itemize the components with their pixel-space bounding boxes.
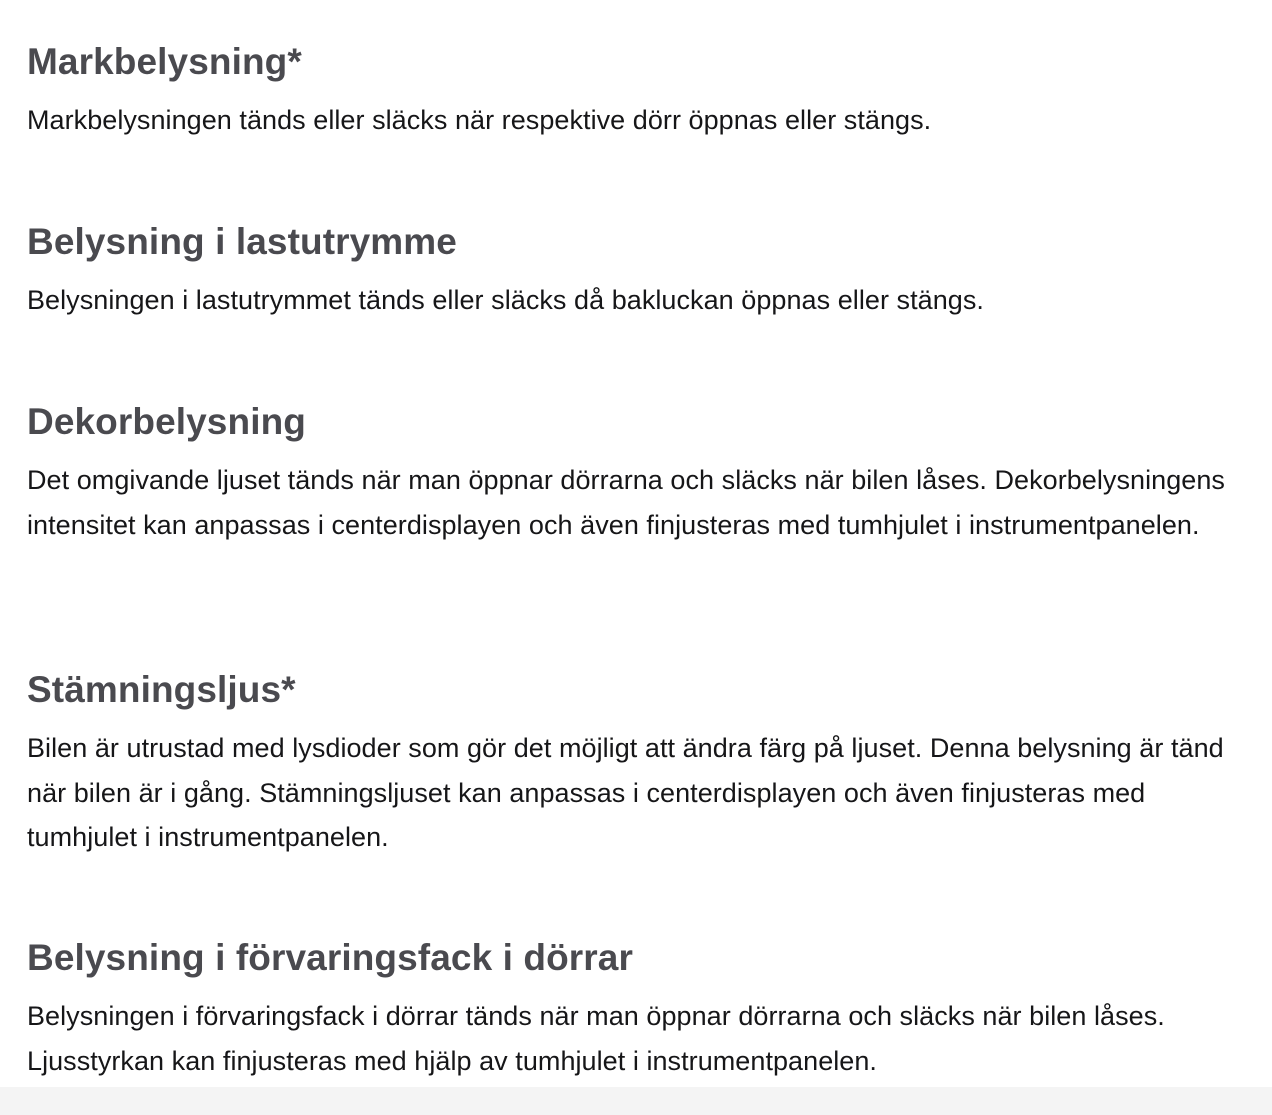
section-stamningsljus <box>27 668 1252 860</box>
section-heading: Markbelysning* <box>27 41 302 82</box>
section-body: Det omgivande ljuset tänds när man öppnar dörrarna och släcks när bilen låses. Dekorbelysningens intensitet kan anpassas i centerdisplayen och även finjusteras med tumhjulet i instrumentpanelen. <box>27 465 1225 540</box>
section-heading: Belysning i förvaringsfack i dörrar <box>27 937 633 978</box>
section-heading: Belysning i lastutrymme <box>27 221 457 262</box>
section-body: Belysningen i lastutrymmet tänds eller släcks då bakluckan öppnas eller stängs. <box>27 285 984 315</box>
section-dekorbelysning <box>27 400 1252 547</box>
section-forvaringsfack <box>27 936 1252 1083</box>
section-body: Markbelysningen tänds eller släcks när respektive dörr öppnas eller stängs. <box>27 105 932 135</box>
section-body: Belysningen i förvaringsfack i dörrar tänds när man öppnar dörrarna och släcks när bilen låses. Ljusstyrkan kan finjusteras med hjälp av tumhjulet i instrumentpanelen. <box>27 1001 1165 1076</box>
section-heading: Stämningsljus* <box>27 669 296 710</box>
bottom-edge-bar <box>0 1087 1272 1115</box>
section-lastutrymme <box>27 220 984 323</box>
section-body: Bilen är utrustad med lysdioder som gör det möjligt att ändra färg på ljuset. Denna belysning är tänd när bilen är i gång. Stämningsljuset kan anpassas i centerdisplayen och även finjusteras med tumhjulet i instrumentpanelen. <box>27 733 1224 852</box>
section-heading: Dekorbelysning <box>27 401 306 442</box>
section-markbelysning <box>27 40 931 143</box>
